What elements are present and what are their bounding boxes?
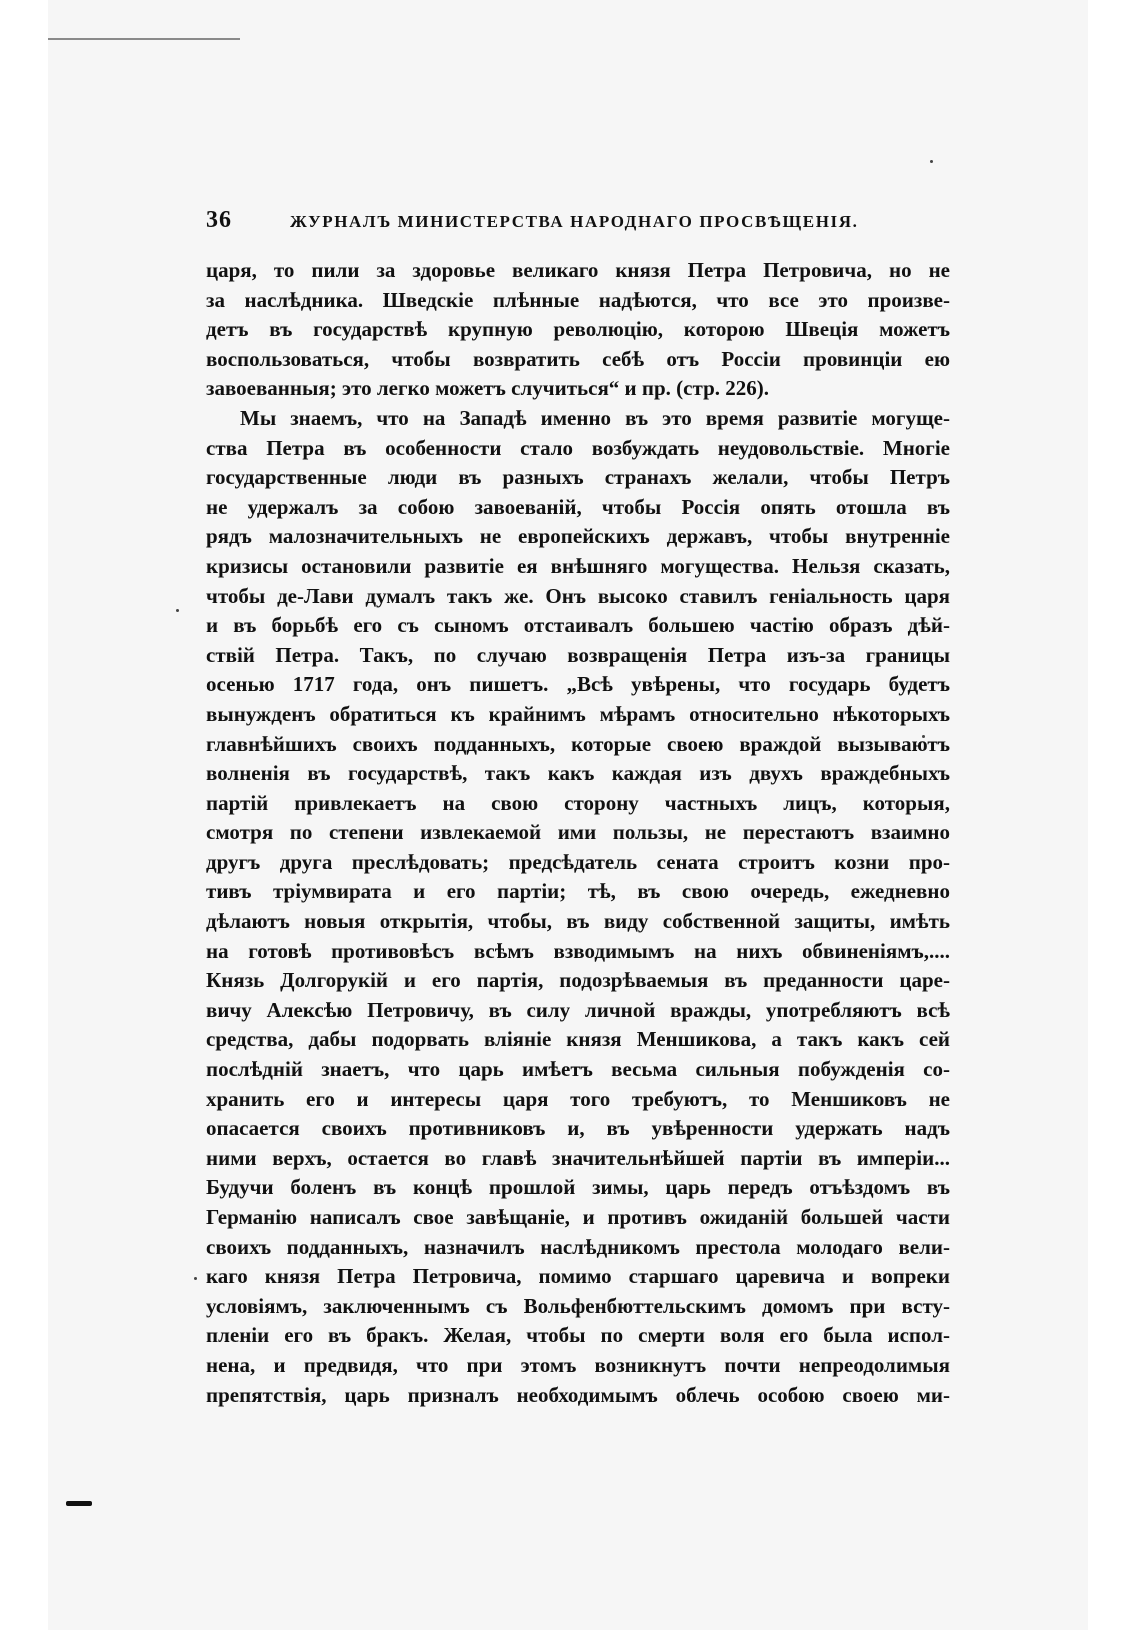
margin-mark bbox=[66, 1501, 92, 1506]
text-line: каго князя Петра Петровича, помимо старшаго царевича и вопреки bbox=[206, 1264, 950, 1289]
speck-mark bbox=[194, 1277, 197, 1280]
text-line: Князь Долгорукій и его партія, подозрѣваемыя въ преданности царе- bbox=[206, 968, 950, 993]
text-line: вынужденъ обратиться къ крайнимъ мѣрамъ относительно нѣкоторыхъ bbox=[206, 701, 950, 726]
text-line: ства Петра въ особенности стало возбуждать неудовольствіе. Многіе bbox=[206, 435, 950, 460]
text-line: вичу Алексѣю Петровичу, въ силу личной вражды, употребляютъ всѣ bbox=[206, 997, 950, 1022]
text-line: воспользоваться, чтобы возвратить себѣ отъ Россіи провинціи ею bbox=[206, 346, 950, 371]
text-line: государственные люди въ разныхъ странахъ желали, чтобы Петръ bbox=[206, 465, 950, 490]
text-line: рядъ малозначительныхъ не европейскихъ державъ, чтобы внутренніе bbox=[206, 524, 950, 549]
text-line: тивъ тріумвирата и его партіи; тѣ, въ свою очередь, ежедневно bbox=[206, 879, 950, 904]
text-line: не удержалъ за собою завоеваній, чтобы Россія опять отошла въ bbox=[206, 494, 950, 519]
speck-mark bbox=[176, 609, 179, 612]
text-line: средства, дабы подорвать вліяніе князя Меншикова, а такъ какъ сей bbox=[206, 1027, 950, 1052]
page-number: 36 bbox=[206, 207, 232, 233]
text-line: партій привлекаетъ на свою сторону частныхъ лицъ, которыя, bbox=[206, 790, 950, 815]
book-page bbox=[206, 207, 950, 1410]
text-line: царя, то пили за здоровье великаго князя Петра Петровича, но не bbox=[206, 258, 950, 282]
text-line: пленіи его въ бракъ. Желая, чтобы по смерти воля его была испол- bbox=[206, 1323, 950, 1348]
text-line: завоеванныя; это легко можетъ случиться“ и пр. (стр. 226). bbox=[206, 376, 769, 401]
text-line: нена, и предвидя, что при этомъ возникнутъ почти непреодолимыя bbox=[206, 1352, 950, 1377]
text-line: ствій Петра. Такъ, по случаю возвращенія Петра изъ-за границы bbox=[206, 642, 950, 667]
running-head bbox=[206, 207, 950, 247]
text-line: хранить его и интересы царя того требуютъ, то Меншиковъ не bbox=[206, 1086, 950, 1111]
text-line: смотря по степени извлекаемой ими пользы, не перестаютъ взаимно bbox=[206, 820, 950, 845]
journal-title: ЖУРНАЛЪ МИНИСТЕРСТВА НАРОДНАГО ПРОСВѢЩЕНІЯ. bbox=[290, 212, 859, 231]
text-line: осенью 1717 года, онъ пишетъ. „Всѣ увѣрены, что государь будетъ bbox=[206, 672, 950, 697]
text-line: детъ въ государствѣ крупную революцію, которою Швеція можетъ bbox=[206, 317, 950, 342]
text-line: препятствія, царь призналъ необходимымъ облечь особою своею ми- bbox=[206, 1382, 950, 1407]
text-line: Будучи боленъ въ концѣ прошлой зимы, царь передъ отъѣздомъ въ bbox=[206, 1175, 950, 1200]
text-line: волненія въ государствѣ, такъ какъ каждая изъ двухъ враждебныхъ bbox=[206, 761, 950, 786]
text-line: Мы знаемъ, что на Западѣ именно въ это время развитіе могуще- bbox=[240, 405, 950, 430]
text-line: опасается своихъ противниковъ и, въ увѣренности удержать надъ bbox=[206, 1116, 950, 1141]
text-line: послѣдній знаетъ, что царь имѣетъ весьма сильныя побужденія со- bbox=[206, 1057, 950, 1082]
text-line: дѣлаютъ новыя открытія, чтобы, въ виду собственной защиты, имѣть bbox=[206, 909, 950, 934]
text-line: условіямъ, заключеннымъ съ Вольфенбюттельскимъ домомъ при всту- bbox=[206, 1293, 950, 1318]
text-line: и въ борьбѣ его съ сыномъ отстаивалъ большею частію образъ дѣй- bbox=[206, 613, 950, 638]
text-line: за наслѣдника. Шведскіе плѣнные надѣются, что все это произве- bbox=[206, 287, 950, 312]
top-rule-line bbox=[48, 38, 240, 40]
speck-mark bbox=[930, 160, 933, 163]
text-line: чтобы де-Лави думалъ такъ же. Онъ высоко ставилъ геніальность царя bbox=[206, 583, 950, 608]
text-line: своихъ подданныхъ, назначилъ наслѣдникомъ престола молодаго вели- bbox=[206, 1234, 950, 1259]
text-line: другъ друга преслѣдовать; предсѣдатель сената строитъ козни про- bbox=[206, 849, 950, 874]
text-line: главнѣйшихъ своихъ подданныхъ, которые своею враждой вызываютъ bbox=[206, 731, 950, 756]
text-line: ними верхъ, остается во главѣ значительнѣйшей партіи въ имперіи... bbox=[206, 1145, 950, 1170]
text-line: кризисы остановили развитіе ея внѣшняго могущества. Нельзя сказать, bbox=[206, 553, 950, 578]
text-line: Германію написалъ свое завѣщаніе, и противъ ожиданій большей части bbox=[206, 1205, 950, 1229]
body-text bbox=[206, 256, 950, 1410]
text-line: на готовѣ противовѣсъ всѣмъ взводимымъ на нихъ обвиненіямъ,.... bbox=[206, 938, 950, 963]
